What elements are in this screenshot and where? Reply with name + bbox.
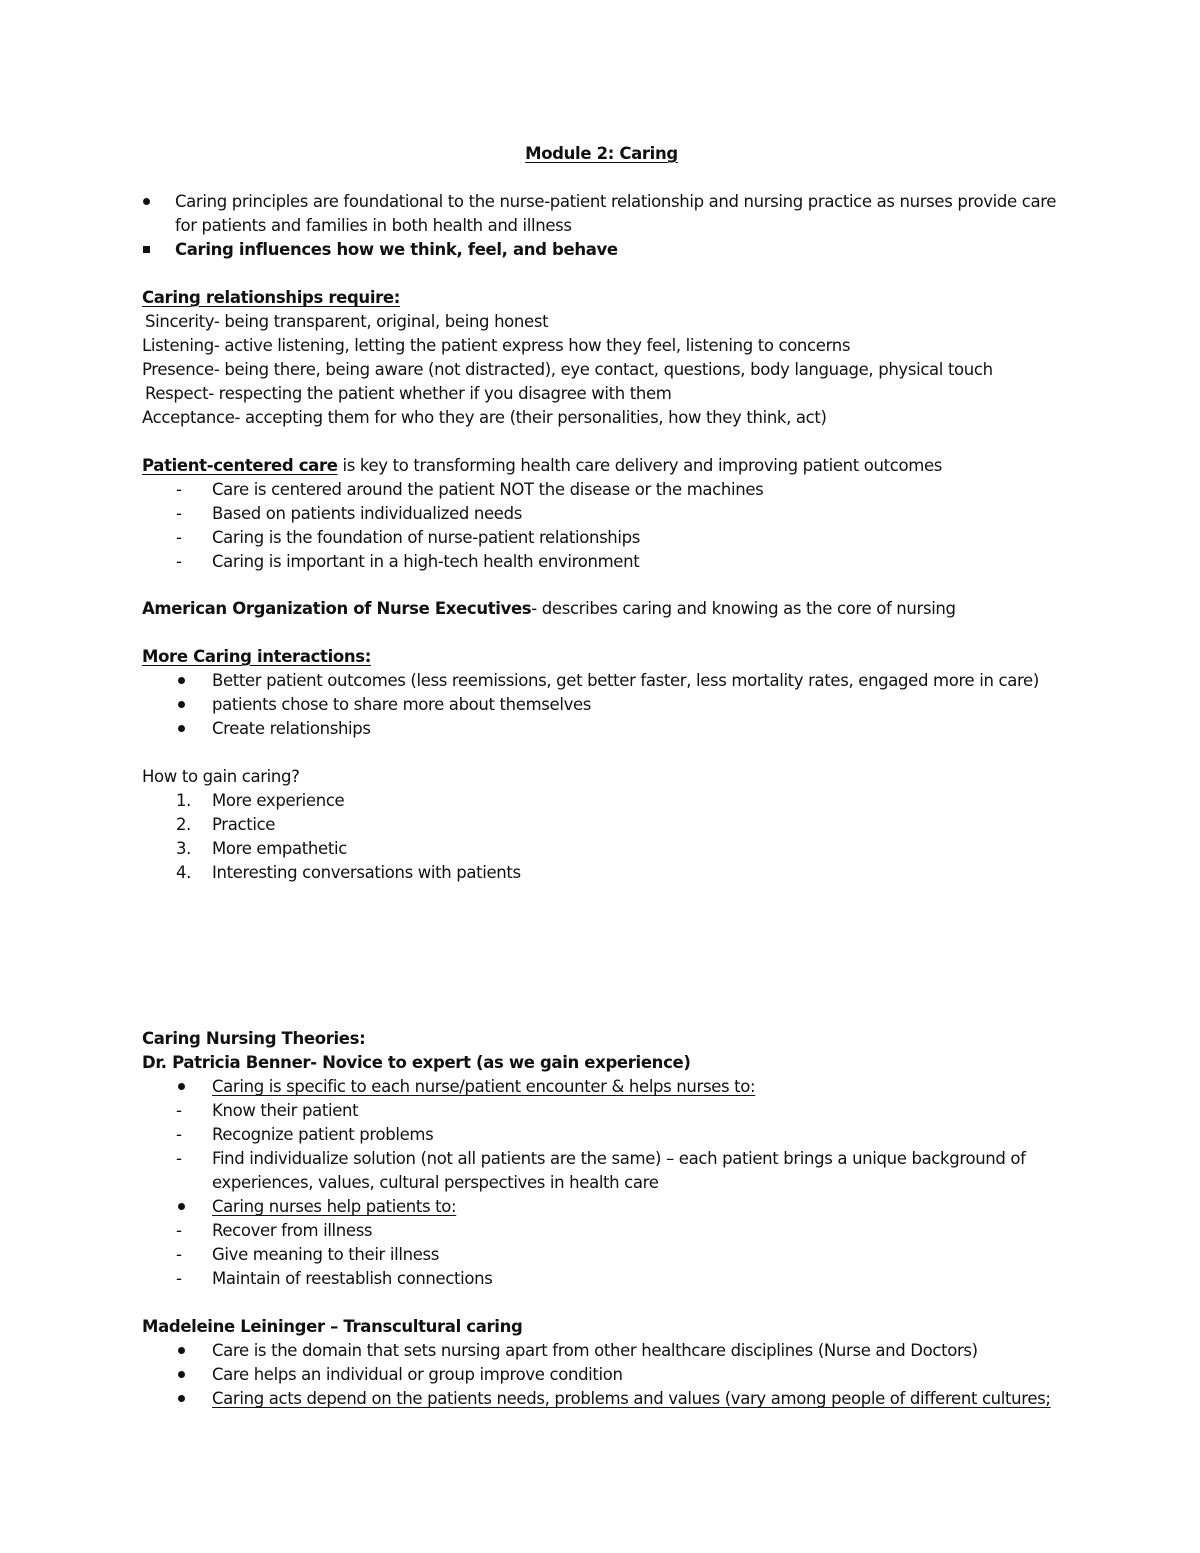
- dash-marker: -: [176, 480, 182, 499]
- dash-marker: -: [176, 528, 182, 547]
- bullet-icon: [178, 1371, 185, 1378]
- dash-item: - Find individualize solution (not all patients are the same) – each patient brings a unique background of: [212, 1147, 1026, 1171]
- dash-item: - Know their patient: [212, 1099, 358, 1123]
- list-item-continuation: for patients and families in both health and illness: [175, 216, 572, 235]
- section-heading: More Caring interactions:: [142, 647, 371, 666]
- dash-item: - Recover from illness: [212, 1219, 372, 1243]
- list-item: patients chose to share more about themselves: [212, 693, 591, 717]
- list-item: Care is the domain that sets nursing apart from other healthcare disciplines (Nurse and Doctors): [212, 1339, 978, 1363]
- dash-item: - Give meaning to their illness: [212, 1243, 439, 1267]
- dash-marker: -: [176, 1101, 182, 1120]
- term: American Organization of Nurse Executives: [142, 599, 532, 618]
- bullet-icon: [178, 725, 185, 732]
- dash-item: - Recognize patient problems: [212, 1123, 433, 1147]
- page-title: Module 2: Caring: [525, 144, 678, 163]
- dash-item: - Caring is the foundation of nurse-patient relationships: [212, 526, 640, 550]
- dash-item: - Maintain of reestablish connections: [212, 1267, 493, 1291]
- dash-item: - Caring is important in a high-tech health environment: [212, 550, 639, 574]
- dash-marker: -: [176, 552, 182, 571]
- term: Patient-centered care: [142, 456, 338, 475]
- numbered-item: 1. More experience: [212, 789, 344, 813]
- bullet-icon: [178, 1083, 185, 1090]
- bullet-icon: [178, 1203, 185, 1210]
- dash-marker: -: [176, 504, 182, 523]
- bullet-icon: [143, 246, 150, 253]
- dash-marker: -: [176, 1149, 182, 1168]
- numbered-item: 4. Interesting conversations with patients: [212, 861, 521, 885]
- list-item: Better patient outcomes (less reemissions, get better faster, less mortality rates, engaged more in care): [212, 669, 1039, 693]
- bullet-icon: [178, 1347, 185, 1354]
- text-line: Acceptance- accepting them for who they are (their personalities, how they think, act): [142, 408, 827, 427]
- dash-item: - Based on patients individualized needs: [212, 502, 522, 526]
- section-heading: Caring Nursing Theories:: [142, 1029, 366, 1048]
- paragraph: American Organization of Nurse Executives- describes caring and knowing as the core of nursing: [142, 599, 956, 618]
- list-item: Caring nurses help patients to:: [212, 1195, 456, 1219]
- item-number: 3.: [176, 839, 192, 858]
- list-item: Caring acts depend on the patients needs, problems and values (vary among people of different cultures;: [212, 1387, 1051, 1411]
- text-line: Listening- active listening, letting the patient express how they feel, listening to concerns: [142, 336, 851, 355]
- item-number: 1.: [176, 791, 192, 810]
- list-item: Care helps an individual or group improve condition: [212, 1363, 623, 1387]
- list-item: Caring principles are foundational to the nurse-patient relationship and nursing practice as nurses provide care: [175, 190, 1056, 214]
- numbered-item: 3. More empathetic: [212, 837, 347, 861]
- theory-heading: Dr. Patricia Benner- Novice to expert (as we gain experience): [142, 1053, 691, 1072]
- text-line: Respect- respecting the patient whether if you disagree with them: [145, 384, 672, 403]
- list-item: Create relationships: [212, 717, 371, 741]
- item-number: 2.: [176, 815, 192, 834]
- bullet-icon: [178, 701, 185, 708]
- bullet-icon: [178, 1395, 185, 1402]
- numbered-item: 2. Practice: [212, 813, 275, 837]
- item-number: 4.: [176, 863, 192, 882]
- list-item: Caring is specific to each nurse/patient encounter & helps nurses to:: [212, 1075, 755, 1099]
- section-heading: Caring relationships require:: [142, 288, 400, 307]
- text-line: Sincerity- being transparent, original, being honest: [145, 312, 549, 331]
- dash-item-continuation: experiences, values, cultural perspectives in health care: [212, 1173, 659, 1192]
- dash-marker: -: [176, 1245, 182, 1264]
- question-line: How to gain caring?: [142, 767, 300, 786]
- bullet-icon: [143, 198, 150, 205]
- dash-marker: -: [176, 1269, 182, 1288]
- paragraph: Patient-centered care is key to transforming health care delivery and improving patient outcomes: [142, 456, 942, 475]
- dash-item: - Care is centered around the patient NOT the disease or the machines: [212, 478, 763, 502]
- list-item: Caring influences how we think, feel, and behave: [175, 238, 618, 262]
- dash-marker: -: [176, 1125, 182, 1144]
- text-line: Presence- being there, being aware (not distracted), eye contact, questions, body language, physical touch: [142, 360, 993, 379]
- bullet-icon: [178, 677, 185, 684]
- theory-heading: Madeleine Leininger – Transcultural caring: [142, 1317, 523, 1336]
- dash-marker: -: [176, 1221, 182, 1240]
